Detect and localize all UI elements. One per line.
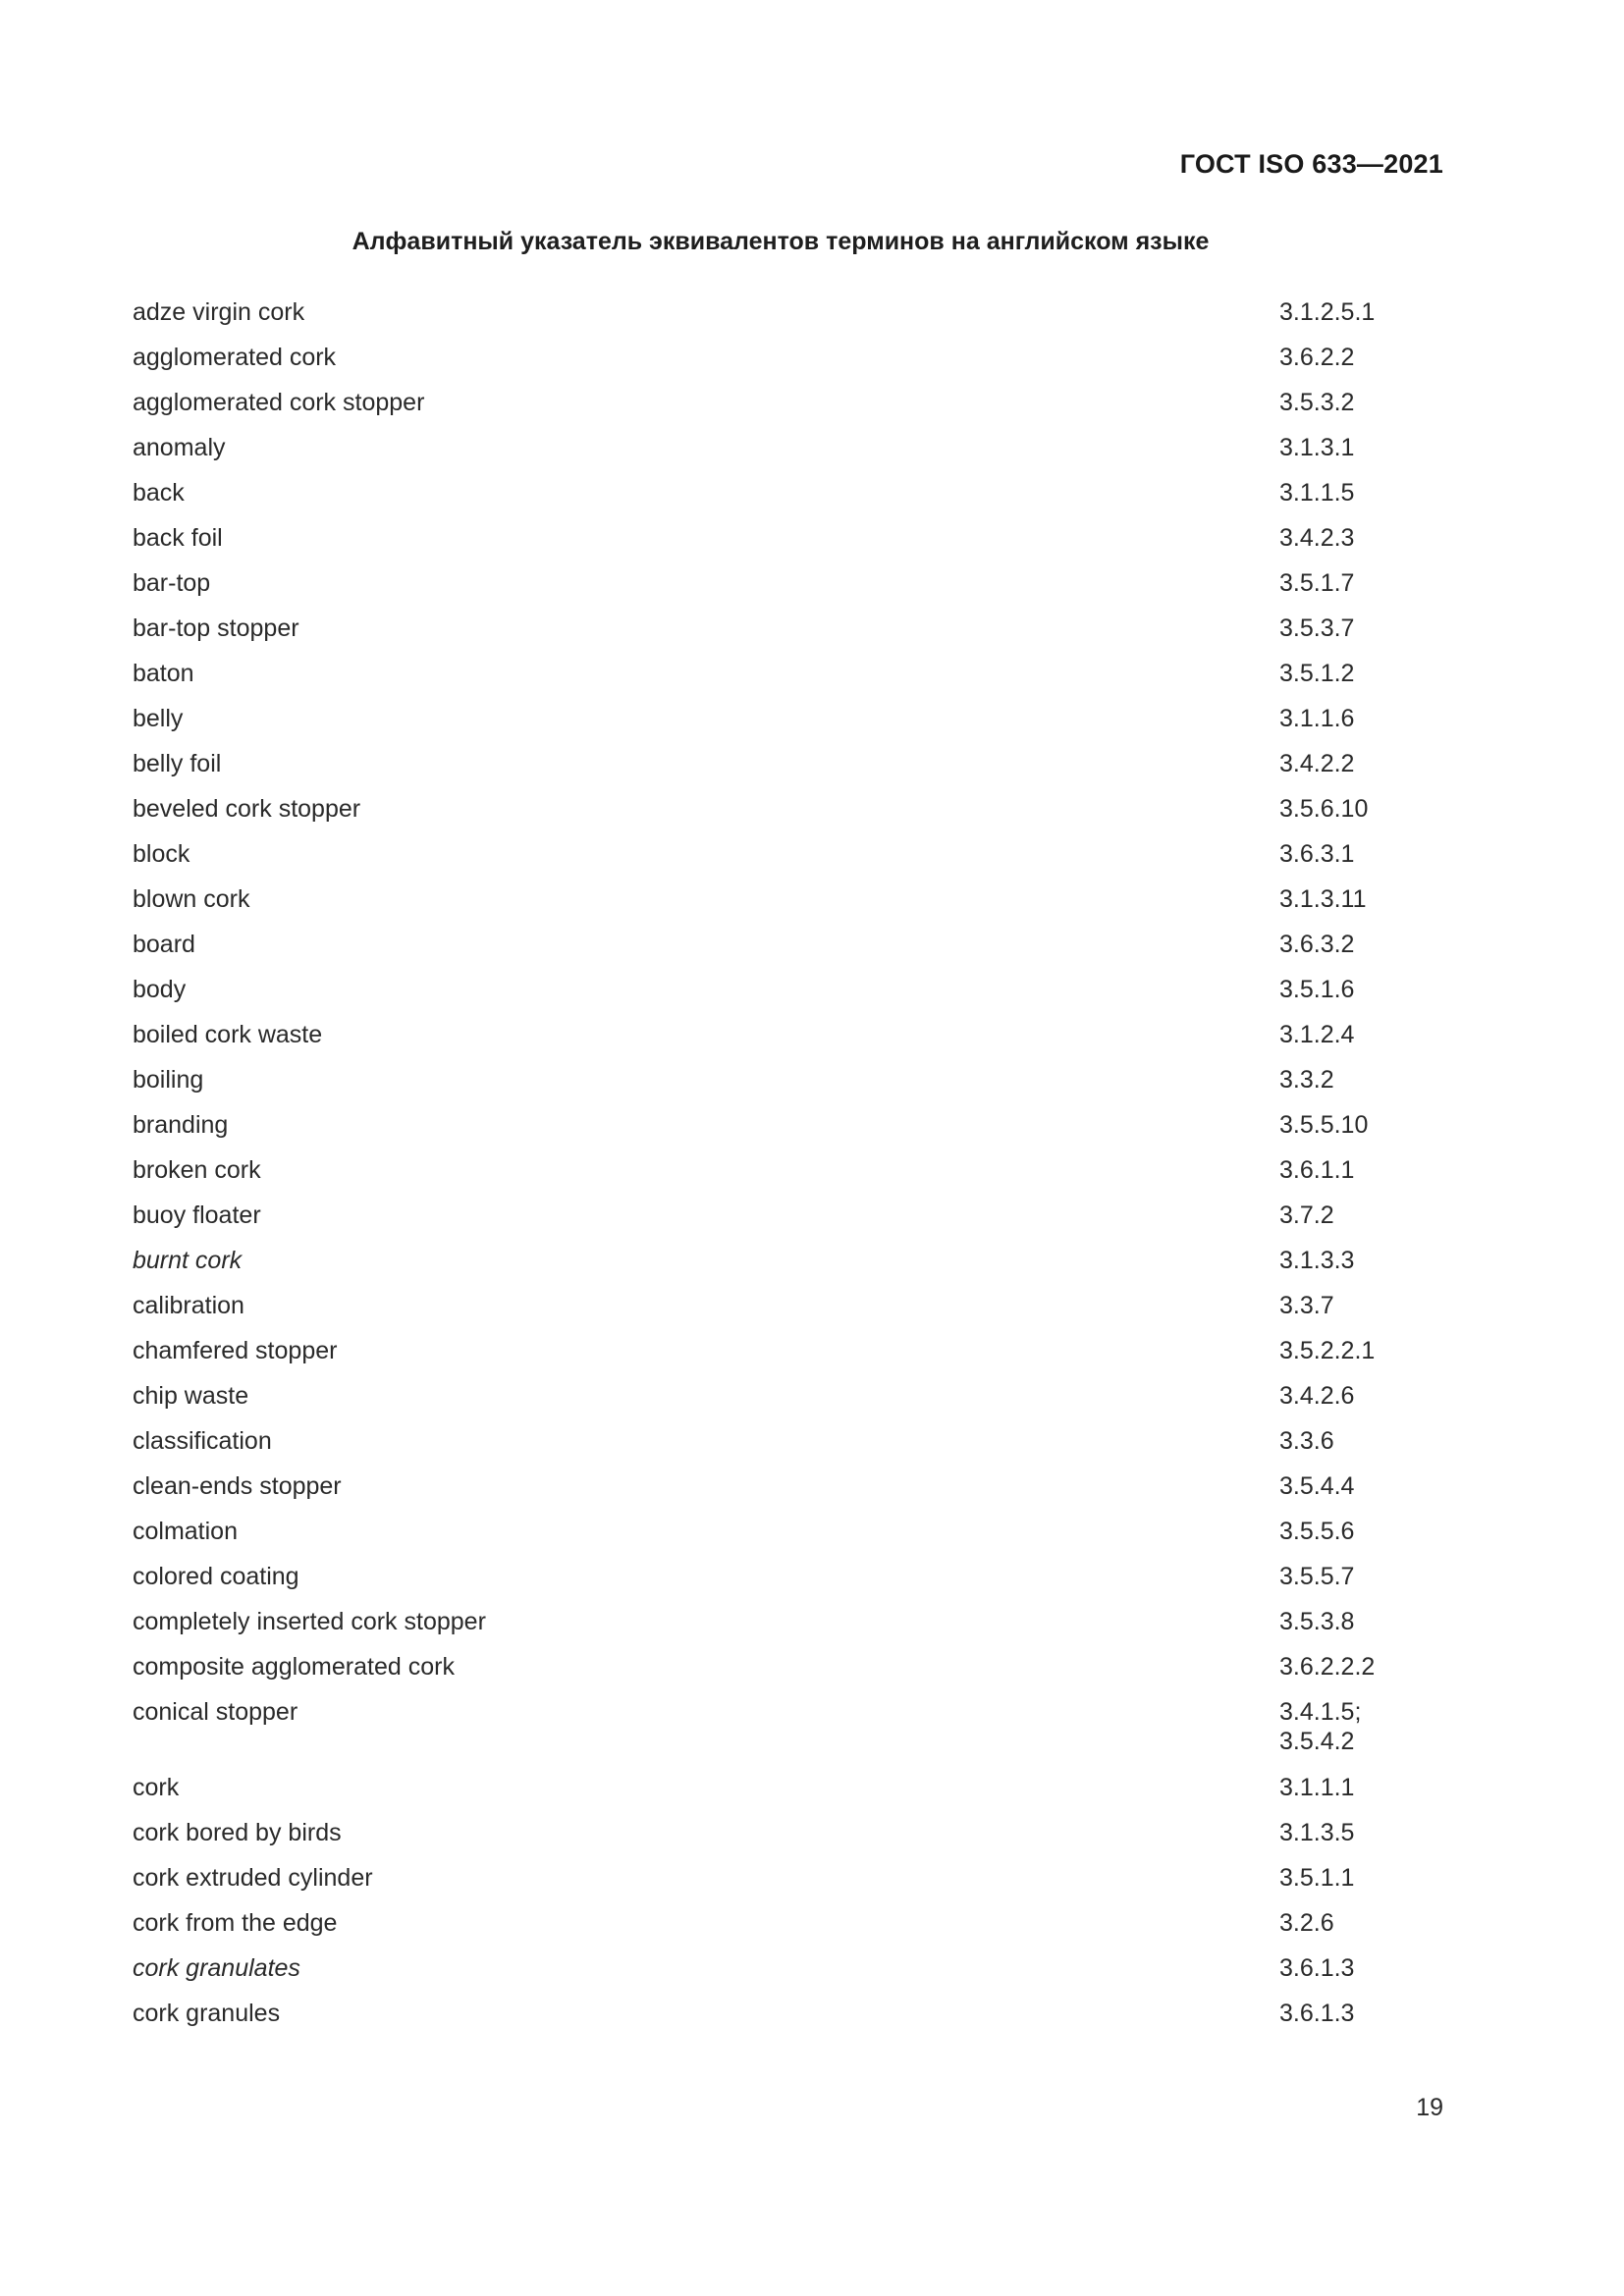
index-reference: 3.5.5.10	[1279, 1111, 1369, 1139]
index-term: cork bored by birds	[133, 1819, 342, 1846]
index-reference: 3.6.3.2	[1279, 931, 1355, 958]
index-reference: 3.5.3.8	[1279, 1608, 1355, 1635]
index-row	[133, 523, 1448, 568]
index-term: agglomerated cork	[133, 344, 337, 371]
index-term: bar-top	[133, 569, 211, 597]
index-term: colmation	[133, 1518, 238, 1545]
index-row	[133, 1562, 1448, 1607]
index-row	[133, 1773, 1448, 1818]
index-row	[133, 794, 1448, 839]
index-row	[133, 1291, 1448, 1336]
page-number: 19	[1416, 2094, 1443, 2121]
index-term: block	[133, 840, 190, 868]
index-reference: 3.1.3.11	[1279, 885, 1367, 913]
index-reference: 3.1.2.4	[1279, 1021, 1355, 1048]
index-term: body	[133, 976, 187, 1003]
index-reference: 3.1.1.1	[1279, 1774, 1355, 1801]
index-row	[133, 614, 1448, 659]
index-row	[133, 704, 1448, 749]
index-row	[133, 388, 1448, 433]
index-reference: 3.1.3.5	[1279, 1819, 1355, 1846]
index-term: boiled cork waste	[133, 1021, 323, 1048]
index-term: colored coating	[133, 1563, 299, 1590]
index-row	[133, 1065, 1448, 1110]
index-term: back	[133, 479, 185, 507]
index-title: Алфавитный указатель эквивалентов терминов на английском языке	[352, 228, 1210, 255]
index-reference: 3.2.6	[1279, 1909, 1334, 1937]
index-term: cork granulates	[133, 1954, 300, 1982]
index-reference: 3.3.7	[1279, 1292, 1334, 1319]
index-term: belly	[133, 705, 184, 732]
index-row	[133, 478, 1448, 523]
index-reference: 3.6.1.3	[1279, 2000, 1355, 2027]
index-reference: 3.5.1.1	[1279, 1864, 1355, 1892]
index-term: adze virgin cork	[133, 298, 305, 326]
index-row	[133, 1246, 1448, 1291]
index-term: clean-ends stopper	[133, 1472, 342, 1500]
index-reference: 3.5.1.2	[1279, 660, 1355, 687]
index-reference: 3.5.3.7	[1279, 614, 1355, 642]
index-term: bar-top stopper	[133, 614, 299, 642]
index-term: belly foil	[133, 750, 222, 777]
index-reference: 3.6.1.3	[1279, 1954, 1355, 1982]
index-term: beveled cork stopper	[133, 795, 361, 823]
index-reference: 3.1.1.5	[1279, 479, 1355, 507]
index-row	[133, 1201, 1448, 1246]
index-row	[133, 659, 1448, 704]
index-term: chip waste	[133, 1382, 249, 1410]
index-row	[133, 1426, 1448, 1471]
index-term: anomaly	[133, 434, 226, 461]
index-row	[133, 1517, 1448, 1562]
index-row	[133, 1336, 1448, 1381]
index-row	[133, 433, 1448, 478]
index-row	[133, 1999, 1448, 2044]
index-reference: 3.4.1.5; 3.5.4.2	[1279, 1698, 1362, 1755]
index-reference: 3.6.3.1	[1279, 840, 1355, 868]
index-row	[133, 1652, 1448, 1697]
index-reference: 3.4.2.6	[1279, 1382, 1355, 1410]
index-reference: 3.1.1.6	[1279, 705, 1355, 732]
index-reference: 3.7.2	[1279, 1201, 1334, 1229]
index-term: composite agglomerated cork	[133, 1653, 455, 1681]
index-reference: 3.5.5.6	[1279, 1518, 1355, 1545]
index-term: boiling	[133, 1066, 204, 1094]
index-term: classification	[133, 1427, 272, 1455]
index-row	[133, 839, 1448, 884]
index-reference: 3.5.6.10	[1279, 795, 1369, 823]
index-term: blown cork	[133, 885, 250, 913]
index-term: cork granules	[133, 2000, 281, 2027]
index-term: back foil	[133, 524, 223, 552]
index-reference: 3.1.3.1	[1279, 434, 1355, 461]
index-term: branding	[133, 1111, 229, 1139]
index-reference: 3.5.3.2	[1279, 389, 1355, 416]
index-row	[133, 343, 1448, 388]
index-term: cork	[133, 1774, 180, 1801]
index-term: burnt cork	[133, 1247, 243, 1274]
index-row	[133, 1953, 1448, 1999]
index-term: completely inserted cork stopper	[133, 1608, 486, 1635]
index-row	[133, 1020, 1448, 1065]
index-entries	[133, 297, 1448, 2044]
index-term: broken cork	[133, 1156, 261, 1184]
index-row	[133, 1110, 1448, 1155]
index-reference: 3.5.1.7	[1279, 569, 1355, 597]
index-reference: 3.5.5.7	[1279, 1563, 1355, 1590]
index-row	[133, 1155, 1448, 1201]
index-reference: 3.5.2.2.1	[1279, 1337, 1376, 1364]
index-row	[133, 1818, 1448, 1863]
index-reference: 3.3.2	[1279, 1066, 1334, 1094]
index-term: chamfered stopper	[133, 1337, 338, 1364]
index-reference: 3.5.1.6	[1279, 976, 1355, 1003]
index-row	[133, 1908, 1448, 1953]
index-term: board	[133, 931, 195, 958]
index-reference: 3.4.2.3	[1279, 524, 1355, 552]
index-row	[133, 1607, 1448, 1652]
index-term: agglomerated cork stopper	[133, 389, 425, 416]
index-reference: 3.6.2.2	[1279, 344, 1355, 371]
index-row	[133, 749, 1448, 794]
index-row	[133, 1471, 1448, 1517]
index-row	[133, 975, 1448, 1020]
index-term: cork from the edge	[133, 1909, 338, 1937]
index-reference: 3.4.2.2	[1279, 750, 1355, 777]
index-row	[133, 884, 1448, 930]
index-row	[133, 1863, 1448, 1908]
index-term: baton	[133, 660, 194, 687]
index-term: calibration	[133, 1292, 244, 1319]
index-reference: 3.3.6	[1279, 1427, 1334, 1455]
index-row	[133, 297, 1448, 343]
index-reference: 3.6.2.2.2	[1279, 1653, 1376, 1681]
index-term: buoy floater	[133, 1201, 261, 1229]
index-reference: 3.6.1.1	[1279, 1156, 1355, 1184]
index-term: conical stopper	[133, 1698, 298, 1726]
index-row	[133, 568, 1448, 614]
index-term: cork extruded cylinder	[133, 1864, 373, 1892]
index-row	[133, 1697, 1448, 1773]
index-reference: 3.1.2.5.1	[1279, 298, 1376, 326]
index-row	[133, 1381, 1448, 1426]
index-row	[133, 930, 1448, 975]
index-reference: 3.5.4.4	[1279, 1472, 1355, 1500]
document-code: ГОСТ ISO 633—2021	[1179, 149, 1443, 179]
index-reference: 3.1.3.3	[1279, 1247, 1355, 1274]
